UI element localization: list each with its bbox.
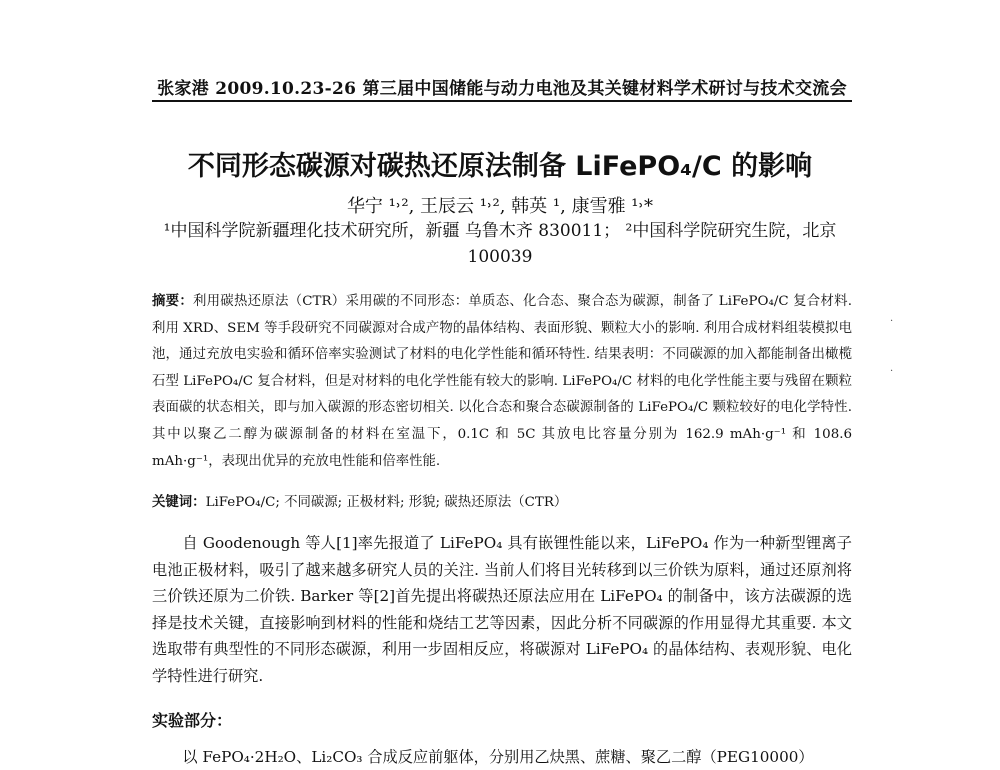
scan-speck: · bbox=[890, 316, 894, 327]
abstract bbox=[152, 288, 852, 475]
header-rule bbox=[152, 100, 852, 102]
affiliation: ¹中国科学院新疆理化技术研究所，新疆 乌鲁木齐 830011； ²中国科学院研究生院，北京 100039 bbox=[163, 221, 837, 267]
keywords bbox=[152, 492, 852, 513]
body-text-cutoff: 以 FePO₄·2H₂O、Li₂CO₃ 合成反应前躯体，分别用乙炔黑、蔗糖、聚乙二醇（PEG10000） bbox=[182, 748, 814, 766]
section-heading: 实验部分： bbox=[152, 711, 233, 730]
author-list: 华宁 ¹˒², 王辰云 ¹˒², 韩英 ¹, 康雪雅 ¹˒* bbox=[346, 196, 654, 217]
keywords-label: 关键词： bbox=[152, 494, 206, 510]
keywords-text: LiFePO₄/C; 不同碳源; 正极材料; 形貌; 碳热还原法（CTR） bbox=[205, 495, 568, 510]
abstract-label: 摘要： bbox=[152, 293, 193, 309]
scan-speck: · bbox=[890, 366, 894, 377]
abstract-text: 利用碳热还原法（CTR）采用碳的不同形态：单质态、化合态、聚合态为碳源，制备了 LiFePO₄/C 复合材料. 利用 XRD、SEM 等手段研究不同碳源对合成产物的晶体结构、表面形貌、颗粒大小的影响. 利用合成材料组装模拟电池，通过充放电实验和循环倍率实验测试了材料的电化学性能和循环特性. 结果表明：不同碳源的加入都能制备出橄榄石型 LiFePO₄/C 复合材料，但是对材料的电化学性能有较大的影响. LiFePO₄/C 材料的电化学性能主要与残留在颗粒表面碳的状态相关，即与加入碳源的形态密切相关. 以化合态和聚合态碳源制备的 LiFePO₄/C 颗粒较好的电化学特性. 其中以聚乙二醇为碳源制备的材料在室温下，0.1C 和 5C 其放电比容量分别为 162.9 mAh·g⁻¹ 和 108.6 mAh·g⁻¹，表现出优异的充放电性能和倍率性能. bbox=[152, 294, 853, 469]
paper-title: 不同形态碳源对碳热还原法制备 LiFePO₄/C 的影响 bbox=[187, 151, 813, 182]
running-header: 张家港 2009.10.23-26 第三届中国储能与动力电池及其关键材料学术研讨与技术交流会 bbox=[157, 79, 847, 99]
intro-paragraph: 自 Goodenough 等人[1]率先报道了 LiFePO₄ 具有嵌锂性能以来，LiFePO₄ 作为一种新型锂离子电池正极材料，吸引了越来越多研究人员的关注. 当前人们将目光转移到以三价铁为原料，通过还原剂将三价铁还原为二价铁. Barker 等[2]首先提出将碳热还原法应用在 LiFePO₄ 的制备中，该方法碳源的选择是技术关键，直接影响到材料的性能和烧结工艺等因素，因此分析不同碳源的作用显得尤其重要. 本文选取带有典型性的不同形态碳源，利用一步固相反应，将碳源对 LiFePO₄ 的晶体结构、表观形貌、电化学特性进行研究. bbox=[152, 534, 852, 685]
